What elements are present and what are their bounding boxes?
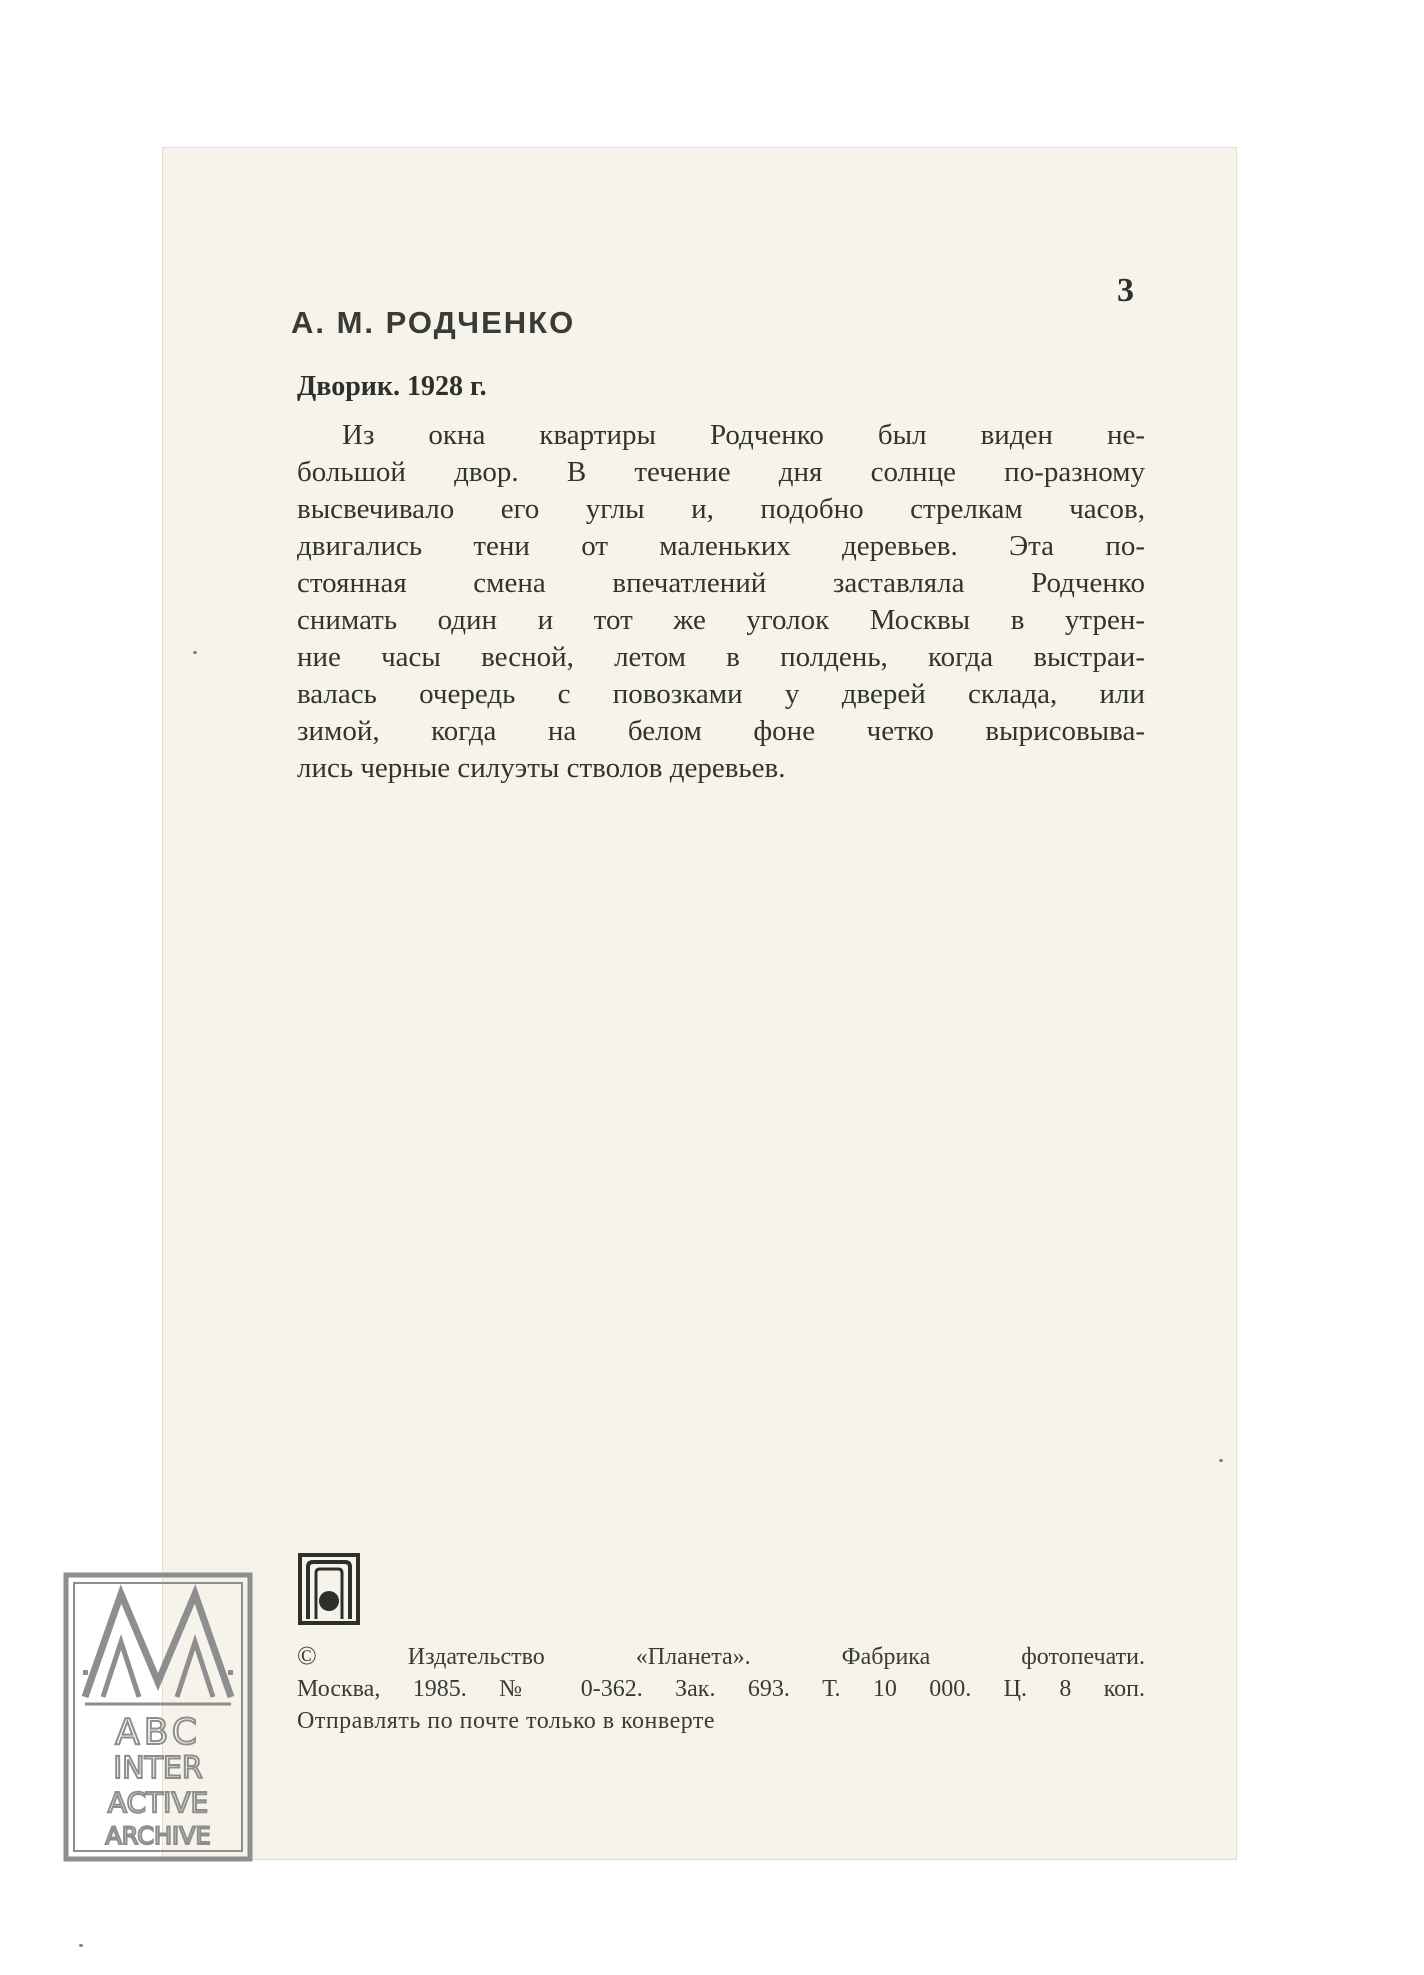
publisher-imprint	[297, 1640, 1145, 1737]
description-line: ние часы весной, летом в полдень, когда выстраи-	[297, 641, 1145, 673]
imprint-publisher: Издательство «Планета». Фабрика фотопечати.	[407, 1644, 1145, 1670]
page-number: 3	[1117, 272, 1134, 309]
description-text	[297, 417, 1145, 787]
imprint-line-3: Отправлять по почте только в конверте	[297, 1708, 716, 1734]
watermark-line: ABC	[115, 1712, 201, 1753]
description-line: стоянная смена впечатлений заставляла Родченко	[297, 567, 1145, 599]
description-line: двигались тени от маленьких деревьев. Эта по-	[297, 530, 1145, 562]
imprint-line-2: Москва, 1985. № 0-362. Зак. 693. Т. 10 000. Ц. 8 коп.	[297, 1676, 1145, 1702]
abc-interactive-archive-logo-icon	[63, 1572, 253, 1862]
description-line: зимой, когда на белом фоне четко вырисовыва-	[297, 715, 1145, 747]
watermark-line: INTER	[113, 1751, 203, 1786]
copyright-icon: ©	[297, 1641, 317, 1670]
description-line: высвечивало его углы и, подобно стрелкам часов,	[297, 493, 1145, 525]
description-line: Из окна квартиры Родченко был виден не-	[342, 419, 1145, 451]
watermark-line: ARCHIVE	[105, 1822, 211, 1850]
paper-speck	[193, 651, 197, 654]
paper-speck	[1219, 1459, 1223, 1462]
paper-speck	[79, 1944, 83, 1947]
description-line: лись черные силуэты стволов деревьев.	[297, 752, 786, 784]
planeta-publisher-logo-icon	[298, 1553, 360, 1625]
description-line: снимать один и тот же уголок Москвы в утрен-	[297, 604, 1145, 636]
author-name: А. М. РОДЧЕНКО	[291, 305, 576, 340]
description-line: валась очередь с повозками у дверей склада, или	[297, 678, 1145, 710]
description-line: большой двор. В течение дня солнце по-разному	[297, 456, 1145, 488]
imprint-line-1	[297, 1640, 1145, 1673]
watermark-line: ACTIVE	[107, 1786, 209, 1819]
artwork-title: Дворик. 1928 г.	[297, 371, 487, 402]
